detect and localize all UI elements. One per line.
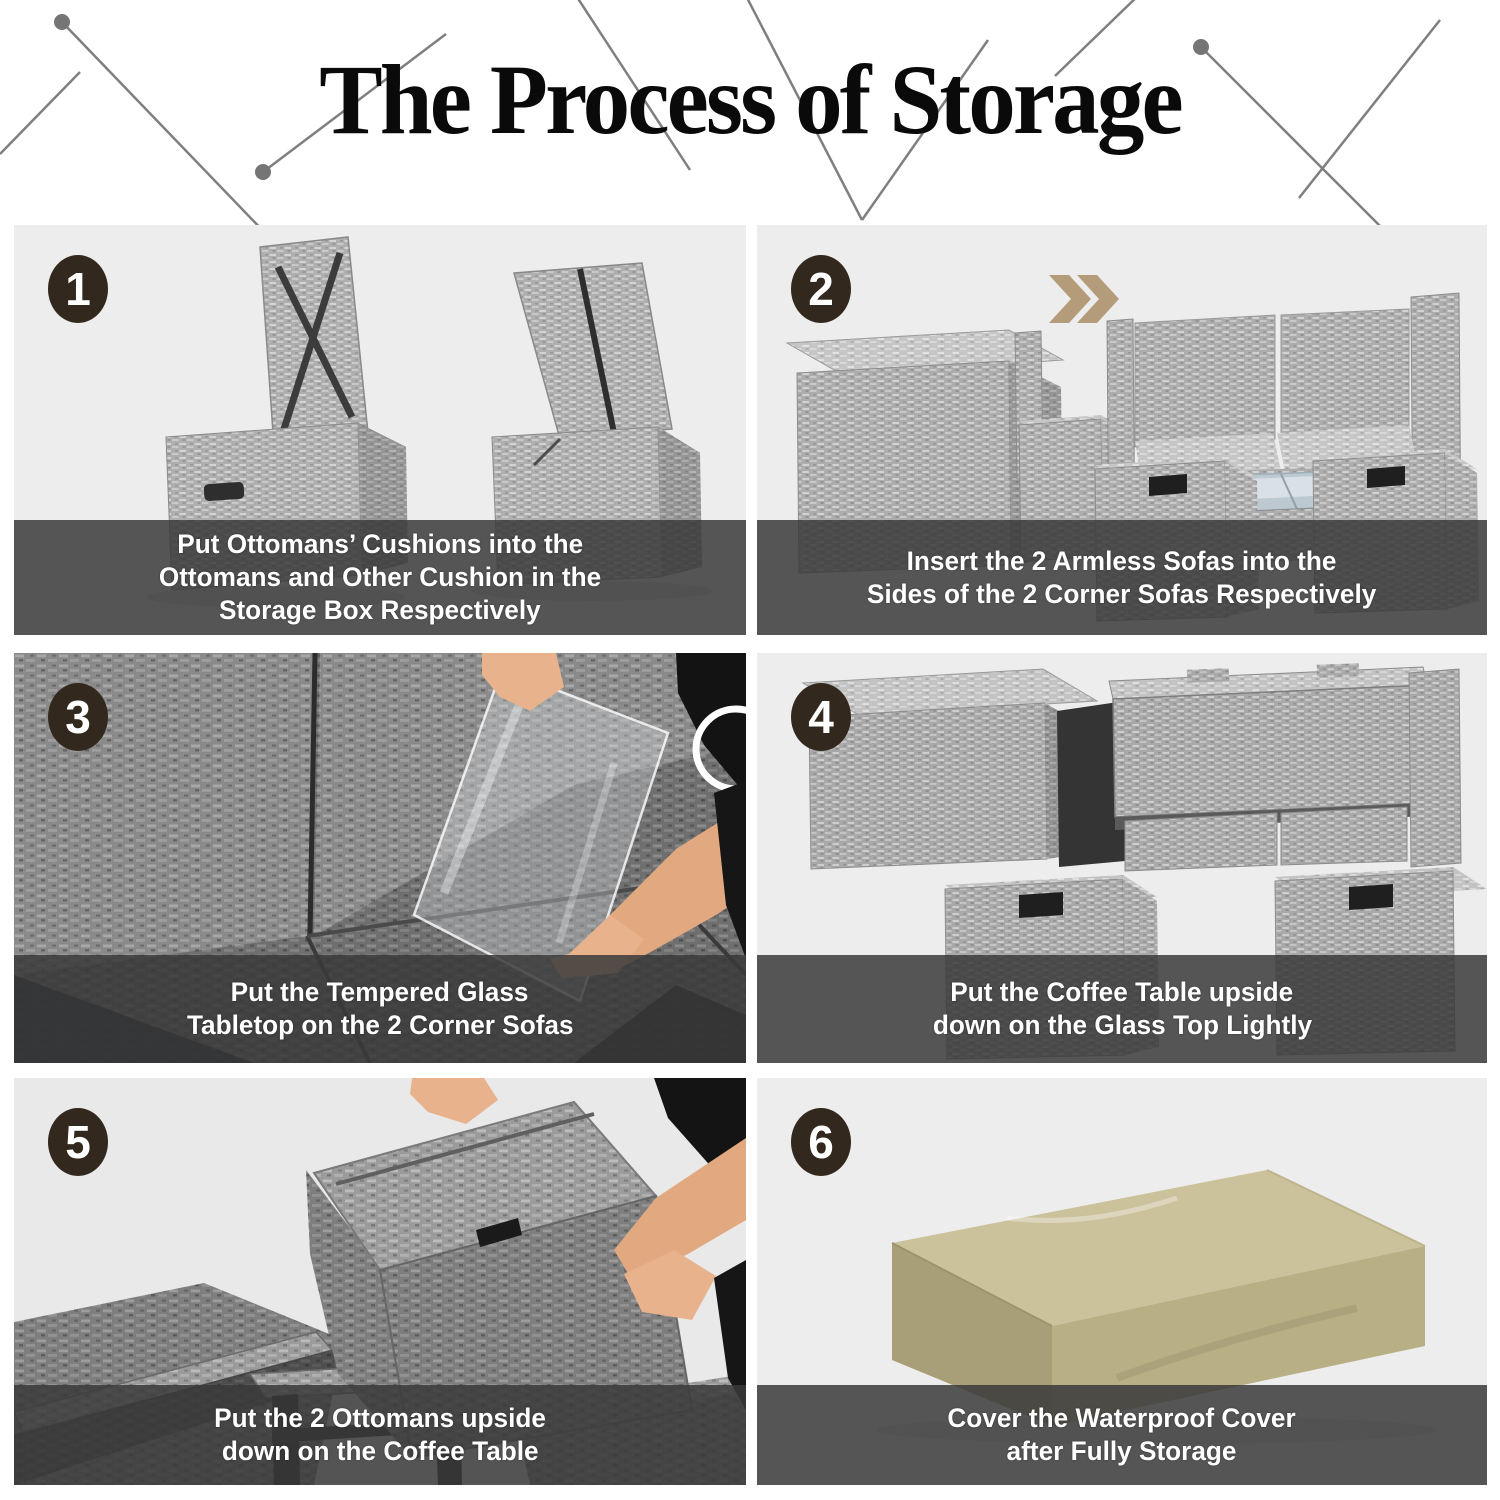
step-caption-line: Sides of the 2 Corner Sofas Respectively [867,578,1377,609]
step-panel-6 [757,1078,1487,1485]
step-number: 3 [65,691,91,743]
step-number: 5 [65,1116,91,1168]
step-caption-line: Put the Tempered Glass [231,977,529,1007]
step-caption-line: Put Ottomans’ Cushions into the [177,529,583,559]
step-number-badge [791,1108,851,1176]
step-panel-2 [757,225,1487,635]
step-number-badge [791,255,851,323]
step-panel-1 [14,225,746,635]
step-number-badge [48,683,108,751]
step-caption [14,1385,746,1485]
step-caption [14,520,746,635]
step-number-badge [48,1108,108,1176]
step-number: 4 [808,691,834,743]
step-panel-4 [757,653,1487,1063]
step-caption [757,955,1487,1063]
step-caption-line: Put the Coffee Table upside [950,977,1294,1007]
step-caption [757,520,1487,635]
step-caption-line: Cover the Waterproof Cover [947,1403,1297,1433]
step-caption-line: Ottomans and Other Cushion in the [158,562,602,592]
step-panel-3 [14,653,746,1063]
step-caption-line: Insert the 2 Armless Sofas into the [907,545,1337,576]
step-caption-line: Tabletop on the 2 Corner Sofas [186,1010,574,1040]
step-number: 2 [808,263,834,315]
step-caption [14,955,746,1063]
step-number-badge [48,255,108,323]
step-panel-5 [14,1078,746,1485]
step-number: 6 [808,1116,834,1168]
step-caption-line: after Fully Storage [1007,1436,1237,1466]
step-number: 1 [65,263,91,315]
step-caption-line: Storage Box Respectively [219,595,541,625]
step-number-badge [791,683,851,751]
step-caption-line: down on the Glass Top Lightly [932,1010,1312,1040]
double-chevron-right-icon [1049,275,1119,323]
step-caption-line: Put the 2 Ottomans upside [214,1403,546,1433]
page-title: The Process of Storage [319,44,1181,155]
step-caption [757,1385,1487,1485]
step-caption-line: down on the Coffee Table [221,1436,539,1466]
